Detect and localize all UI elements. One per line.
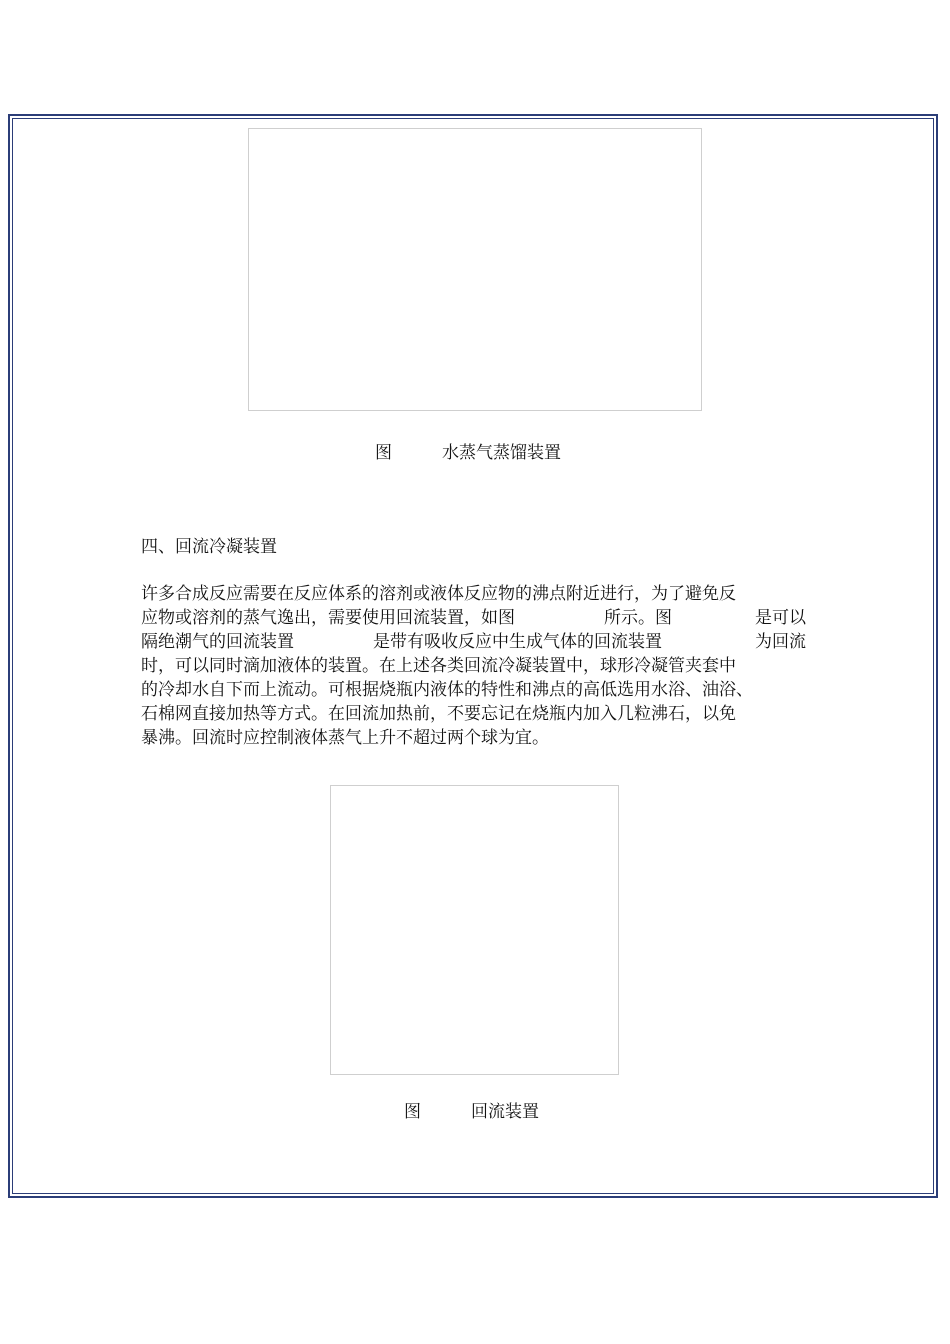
paragraph-line: 许多合成反应需要在反应体系的溶剂或液体反应物的沸点附近进行，为了避免反 [141,584,736,604]
paragraph-fragment: 为回流 [755,632,806,652]
paragraph-fragment: 是带有吸收反应中生成气体的回流装置 [373,632,662,652]
section-heading: 四、回流冷凝装置 [141,537,277,557]
paragraph-line: 暴沸。回流时应控制液体蒸气上升不超过两个球为宜。 [141,728,549,748]
paragraph-line: 时，可以同时滴加液体的装置。在上述各类回流冷凝装置中，球形冷凝管夹套中 [141,656,736,676]
paragraph-fragment: 所示。图 [604,608,672,628]
section-paragraph [141,583,811,753]
figure-reflux-image [330,785,619,1075]
figure-caption-prefix: 图 [375,443,392,463]
paragraph-fragment: 是可以 [755,608,806,628]
figure-caption-text: 回流装置 [471,1102,539,1122]
figure-steam-distillation-image [248,128,702,411]
paragraph-line: 的冷却水自下而上流动。可根据烧瓶内液体的特性和沸点的高低选用水浴、油浴、 [141,680,753,700]
paragraph-fragment: 隔绝潮气的回流装置 [141,632,294,652]
figure-caption-text: 水蒸气蒸馏装置 [442,443,561,463]
paragraph-fragment: 应物或溶剂的蒸气逸出，需要使用回流装置，如图 [141,608,515,628]
figure-caption [0,443,950,463]
figure-caption-prefix: 图 [404,1102,421,1122]
paragraph-line: 石棉网直接加热等方式。在回流加热前，不要忘记在烧瓶内加入几粒沸石，以免 [141,704,736,724]
figure-caption [0,1102,950,1122]
